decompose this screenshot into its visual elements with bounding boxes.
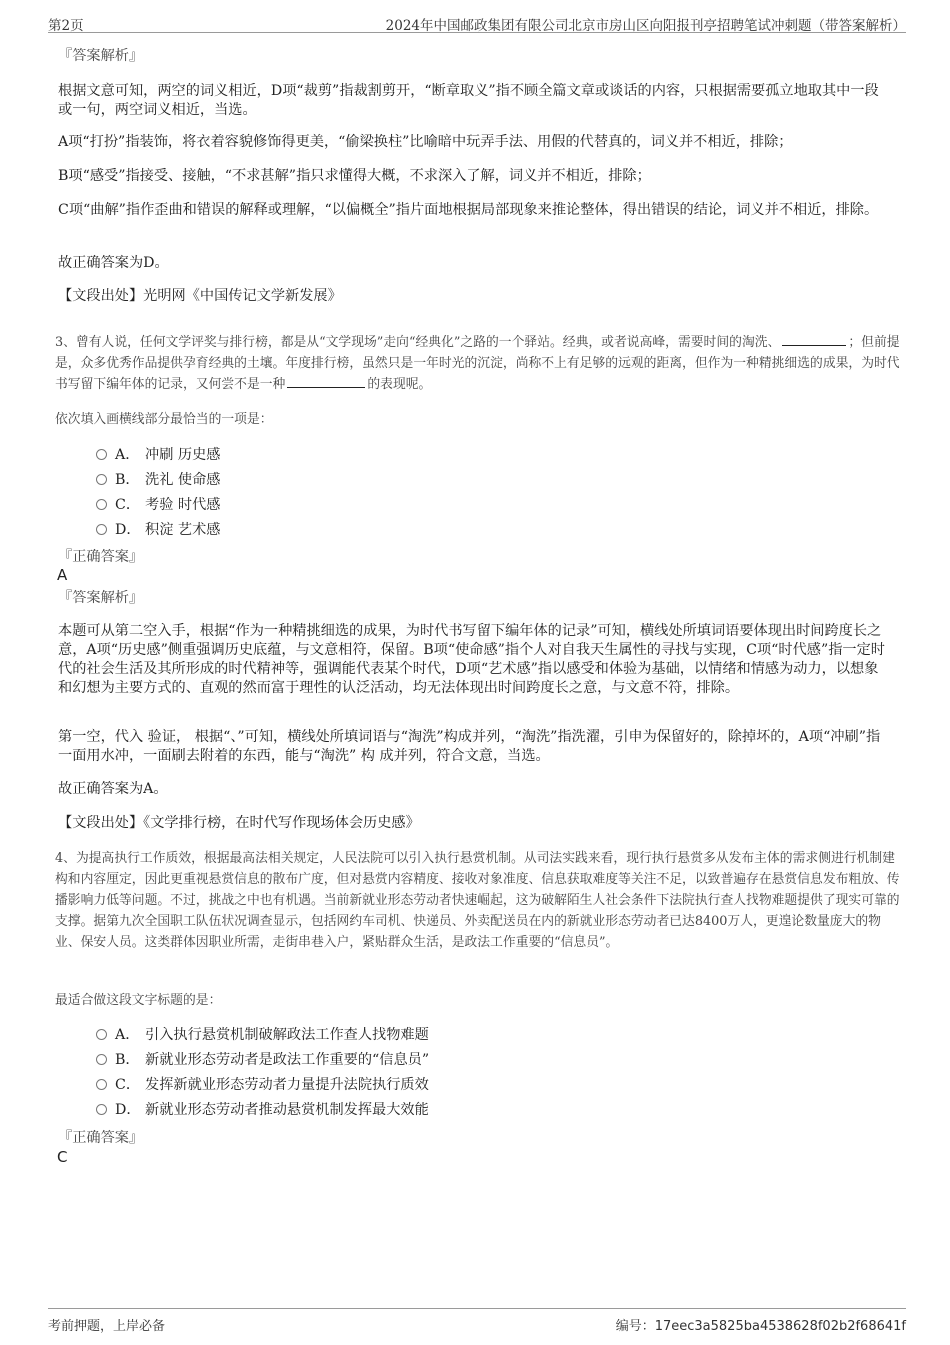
radio-icon[interactable] (96, 499, 107, 510)
option-c[interactable]: C． 考验 时代感 (96, 494, 220, 514)
analysis-label: 『答案解析』 (58, 590, 144, 606)
radio-icon[interactable] (96, 1029, 107, 1040)
answer-label: 『正确答案』 (58, 1130, 144, 1146)
conclusion: 故正确答案为A。 (58, 781, 168, 797)
source-citation: 【文段出处】《文学排行榜，在时代写作现场体会历史感》 (58, 815, 420, 831)
analysis-paragraph: C项“曲解”指作歪曲和错误的解释或理解，“以偏概全”指片面地根据局部现象来推论整体，得出错误的结论，词义并不相近，排除。 (58, 202, 879, 218)
question-4-text: 4、为提高执行工作质效，根据最高法相关规定，人民法院可以引入执行悬赏机制。从司法实践来看，现行执行悬赏多从发布主体的需求侧进行机制建构和内容厘定，因此更重视悬赏信息的散布广度，但对悬赏内容精度、接收对象准度、信息获取难度等关注不足，以致普遍存在悬赏信息发布粗放、传播影响力低等问题。不过，挑战之中也有机遇。当前新就业形态劳动者快速崛起，这为破解陌生人社会条件下法院执行查人找物难题提供了现实可靠的支撑。据第九次全国职工队伍状况调查显示，包括网约车司机、快递员、外卖配送员在内的新就业形态劳动者已达8400万人，更遑论数量庞大的物业、保安人员。这类群体因职业所需，走街串巷入户，紧贴群众生活，是政法工作重要的“信息员”。 (55, 851, 900, 950)
document-code: 编号：17eec3a5825ba4538628f02b2f68641f (615, 1319, 906, 1334)
analysis-paragraph: 根据文意可知，两空的词义相近，D项“裁剪”指裁割剪开，“断章取义”指不顾全篇文章或谈话的内容，只根据需要孤立地取其中一段或一句，两空词义相近，当选。 (58, 83, 879, 118)
radio-icon[interactable] (96, 474, 107, 485)
option-a[interactable]: A． 冲刷 历史感 (96, 444, 220, 464)
analysis-paragraph: A项“打扮”指装饰，将衣着容貌修饰得更美，“偷梁换柱”比喻暗中玩弄手法、用假的代替真的，词义并不相近，排除； (58, 134, 793, 150)
question-prompt: 依次填入画横线部分最恰当的一项是： (55, 412, 273, 427)
option-d[interactable]: D． 积淀 艺术感 (96, 519, 220, 539)
radio-icon[interactable] (96, 1104, 107, 1115)
footer-slogan: 考前押题，上岸必备 (48, 1319, 166, 1334)
source-citation: 【文段出处】光明网《中国传记文学新发展》 (58, 288, 342, 304)
radio-icon[interactable] (96, 1054, 107, 1065)
blank-2 (287, 386, 365, 388)
question-3-text: 3、曾有人说，任何文学评奖与排行榜，都是从“文学现场”走向“经典化”之路的一个驿站。经典，或者说高峰，需要时间的淘洗、 ；但前提是，众多优秀作品提供孕育经典的土壤。年度排行榜，虽然只是一年时光的沉淀，尚称不上有足够的远观的距离，但作为一种精挑细选的成果，为时代书写留下编年体的记录，又何尝不是一种 的表现呢。 (55, 335, 900, 392)
option-b[interactable]: B． 新就业形态劳动者是政法工作重要的“信息员” (96, 1049, 429, 1069)
radio-icon[interactable] (96, 524, 107, 535)
analysis-paragraph: 本题可从第二空入手，根据“作为一种精挑细选的成果，为时代书写留下编年体的记录”可知，横线处所填词语要体现出时间跨度长之意，A项“历史感”侧重强调历史底蕴，与文意相符，保留。B项“使命感”指个人对自我天生属性的寻找与实现，C项“时代感”指一定时代的社会生活及其所形成的时代精神等，强调能代表某个时代，D项“艺术感”指以感受和体验为基础，以情绪和情感为动力，以想象和幻想为主要方式的、直观的然而富于理性的认泛活动，均无法体现出时间跨度长之意，与文意不符，排除。 (58, 623, 885, 696)
question-prompt: 最适合做这段文字标题的是： (55, 993, 222, 1008)
radio-icon[interactable] (96, 1079, 107, 1090)
option-b[interactable]: B． 洗礼 使命感 (96, 469, 220, 489)
analysis-label: 『答案解析』 (58, 48, 144, 64)
answer-label: 『正确答案』 (58, 549, 144, 565)
page-footer (48, 1308, 906, 1333)
document-title: 2024年中国邮政集团有限公司北京市房山区向阳报刊亭招聘笔试冲刺题（带答案解析） (385, 18, 906, 34)
correct-answer: C (57, 1148, 68, 1166)
correct-answer: A (57, 566, 68, 584)
conclusion: 故正确答案为D。 (58, 255, 169, 271)
analysis-paragraph: 第一空，代入 验证， 根据“、”可知，横线处所填词语与“淘洗”构成并列，“淘洗”指洗濯，引申为保留好的，除掉坏的，A项“冲刷”指一面用水冲，一面刷去附着的东西，能与“淘洗” 构 成并列，符合文意，当选。 (58, 729, 881, 764)
analysis-paragraph: B项“感受”指接受、接触，“不求甚解”指只求懂得大概，不求深入了解，词义并不相近，排除； (58, 168, 651, 184)
option-c[interactable]: C． 发挥新就业形态劳动者力量提升法院执行质效 (96, 1074, 429, 1094)
radio-icon[interactable] (96, 449, 107, 460)
option-a[interactable]: A． 引入执行悬赏机制破解政法工作查人找物难题 (96, 1024, 429, 1044)
page-header (48, 12, 906, 33)
blank-1 (782, 344, 846, 346)
page-number: 第2页 (48, 18, 84, 34)
option-d[interactable]: D． 新就业形态劳动者推动悬赏机制发挥最大效能 (96, 1099, 429, 1119)
